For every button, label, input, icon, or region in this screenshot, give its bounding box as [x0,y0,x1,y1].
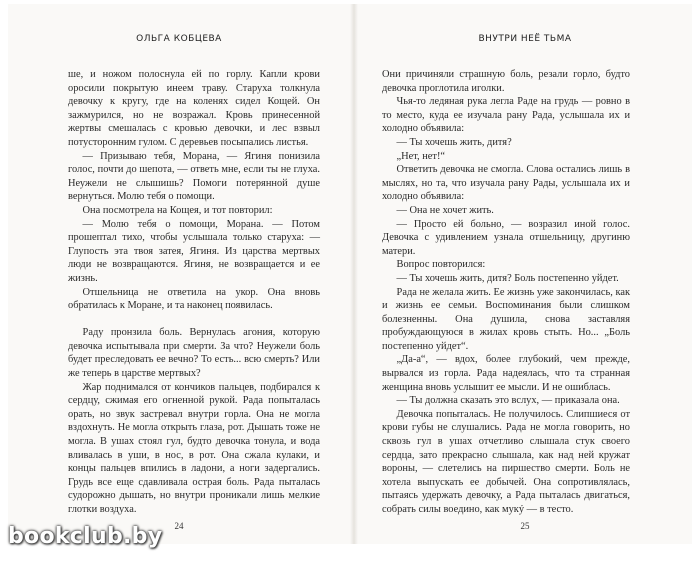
paragraph: Чья-то ледяная рука легла Раде на грудь — ровно в то место, куда ее изучала рану Рада, услышала их и холодно объявила: [382,96,630,135]
paragraph: Рада не желала жить. Ее жизнь уже закончилась, как и жизнь ее семьи. Воспоминания были слишком болезненны. Она душила, снова заставляя пробуждающуюся в жилах кровь стыть. Но... „Боль постепенно уйдет“. [382,286,630,352]
paragraph: Вопрос повторился: [396,259,486,271]
paragraph: Она посмотрела на Кощея, и тот повторил: [82,204,273,216]
page-number-left: 24 [174,521,184,531]
paragraph: — Ты хочешь жить, дитя? Боль постепенно уйдет. [396,272,619,284]
right-page [358,4,692,544]
paragraph: — Ты должна сказать это вслух, — приказала она. [396,395,620,407]
paragraph: Раду пронзила боль. Вернулась агония, которую девочка испытывала при смерти. За что? Неужели боль будет преследовать ее вечно? То есть... всю смерть? Или же теперь в царстве мертвых? [68,327,320,380]
book-gutter [350,4,358,544]
paragraph: Ответить девочка не смогла. Слова остались лишь в мыслях, но та, что изучала рану Рады, услышала их и холодно объявила: [382,164,630,203]
right-page-body [382,68,630,517]
paragraph: Отшельница не ответила на укор. Она вновь обратилась к Моране, и та наконец появилась. [68,286,320,312]
left-page [8,4,350,544]
paragraph: Девочка попыталась. Не получилось. Слипшиеся от крови губы не слушались. Рада не могла говорить, но сквозь гул в ушах отчетливо слышала стук своего сердца, зато прекрасно слышала, как над ней кружат вороны, — слетелись на пиршество смерти. Боль не хотела выпускать ее добычей. Она сопротивлялась, пытаясь удержать девочку, а Рада пыталась двигаться, собрать силы воедино, как мукý — в тесто. [382,408,630,515]
running-head-author: ОЛЬГА КОБЦЕВА [136,34,222,44]
paragraph: Жар поднимался от кончиков пальцев, подбирался к сердцу, сжимая его огненной рукой. Рада попыталась орать, но звук застревал внутри горла. Она не могла вздохнуть. Не могла открыть глаза, рот. Дышать тоже не могла. В ушах стоял гул, будто девочка тонула, и вода вливалась в уши, в нос, в рот. Она сжала кулаки, и концы пальцев впились в ладони, а ноги задергались. Грудь все еще сдавливала острая боль. Рада пыталась судорожно дышать, но внутри проникали лишь мелкие глотки воздуха. [68,381,320,515]
page-number-right: 25 [520,521,530,531]
paragraph: ше, и ножом полоснула ей по горлу. Капли крови оросили покрытую инеем траву. Старуха толкнула девочку к кругу, где на коленях сидел Кощей. Он зажмурился, но не возражал. Кровь принесенной жертвы смешалась с кровью девочки, и лес взвыл потусторонним гулом. С деревьев посыпались листья. [68,69,320,148]
left-page-body [68,68,320,517]
paragraph: — Призываю тебя, Морана, — Ягиня понизила голос, почти до шепота, — ответь мне, если ты не глуха. Неужели не слышишь? Помоги потерянной душе вернуться. Молю тебя о помощи. [68,150,320,203]
paragraph: „Да-а“, — вдох, более глубокий, чем прежде, вырвался из горла. Рада надеялась, что та странная женщина вновь услышит ее мысли. И не ошиблась. [382,354,630,393]
paragraph: „Нет, нет!“ [396,150,446,162]
paragraph: — Она не хочет жить. [396,204,494,216]
paragraph: — Молю тебя о помощи, Морана. — Потом прошептал тихо, чтобы услышала только старуха: — Глупость эта твоя затея, Ягиня. Из царства мертвых люди не возвращаются. Ягиня, не возвращается и ее жизнь. [68,218,320,284]
paragraph: Они причиняли страшную боль, резали горло, будто девочка проглотила иголки. [382,69,630,94]
paragraph: — Просто ей больно, — возразил иной голос. Девочка с удивлением узнала отшельницу, другиню матери. [382,218,630,257]
site-watermark: bookclub.by [8,524,163,549]
book-spread [8,4,692,544]
running-head-title: ВНУТРИ НЕЁ ТЬМА [478,34,572,44]
paragraph: — Ты хочешь жить, дитя? [396,136,512,148]
